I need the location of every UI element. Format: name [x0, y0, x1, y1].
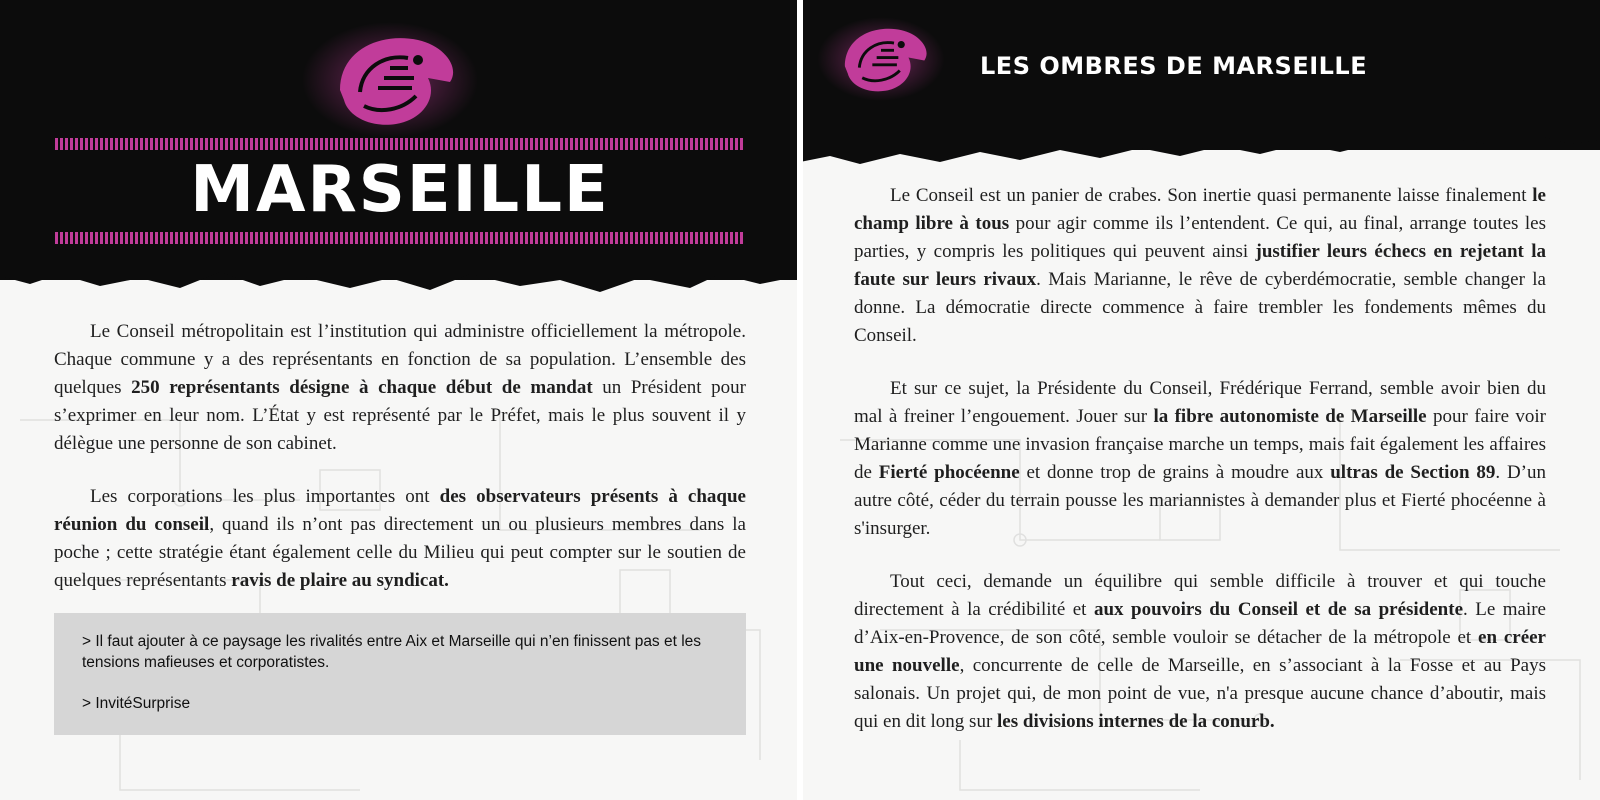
- decorative-stripe-top: [55, 138, 745, 150]
- note-signature: > InvitéSurprise: [82, 695, 191, 712]
- brush-edge: [0, 262, 800, 302]
- bold-text: ultras de Section 89: [1330, 462, 1496, 483]
- paragraph: [54, 483, 746, 595]
- decorative-stripe-bottom: [55, 232, 745, 244]
- text-run: Le Conseil est un panier de crabes. Son inertie quasi permanente laisse finalement: [890, 185, 1533, 206]
- bird-emblem-icon: [816, 14, 946, 104]
- text-run: Tout ceci, demande un équilibre qui semble difficile à trouver et qui touche directement à la crédibilité et: [854, 571, 1546, 620]
- body-text: [54, 318, 746, 620]
- paragraph: [854, 182, 1546, 350]
- bold-text: Fierté phocéenne: [878, 462, 1020, 483]
- text-run: . D’un autre côté, céder du terrain pousse les mariannistes à demander plus et Fierté phocéenne à s'insurger.: [854, 462, 1546, 539]
- running-title: LES OMBRES DE MARSEILLE: [980, 52, 1368, 80]
- paragraph: [54, 318, 746, 458]
- paragraph: [854, 375, 1546, 543]
- text-run: Et sur ce sujet, la Présidente du Conseil, Frédérique Ferrand, semble avoir bien du mal à freiner l’engouement. Jouer sur: [854, 378, 1546, 427]
- text-run: . Le maire d’Aix-en-Provence, de son côté, semble vouloir se détacher de la métropole et: [854, 599, 1546, 648]
- page-header: [800, 0, 1600, 150]
- bold-text: des observateurs présents à chaque réunion du conseil: [54, 486, 746, 535]
- brush-edge: [800, 132, 1600, 172]
- bold-text: ravis de plaire au syndicat.: [231, 570, 449, 591]
- bold-text: 250 représentants désigne à chaque début de mandat: [131, 377, 593, 398]
- text-run: un Président pour s’exprimer en leur nom. L’État y est représenté par le Préfet, mais le plus souvent il y délègue une personne de son cabinet.: [54, 377, 746, 454]
- page-header: [0, 0, 800, 280]
- text-run: et donne trop de grains à moudre aux: [1019, 462, 1331, 483]
- text-run: Le Conseil métropolitain est l’institution qui administre officiellement la métropole. Chaque commune y a des représentants en fonction de sa population. L’ensemble des quelques: [54, 321, 746, 398]
- bird-emblem-icon: [300, 20, 480, 140]
- paragraph: [854, 568, 1546, 736]
- aside-note-box: [54, 613, 746, 735]
- body-text: [854, 182, 1546, 761]
- text-run: , quand ils n’ont pas directement un ou plusieurs membres dans la poche ; cette stratégie étant également celle du Milieu qui peut compter sur le soutien de quelques représentants: [54, 514, 746, 591]
- page-gutter: [797, 0, 803, 800]
- bold-text: les divisions internes de la conurb.: [997, 711, 1275, 732]
- text-run: , concurrente de celle de Marseille, en s’associant à la Fosse et au Pays salonais. Un projet qui, de mon point de vue, n'a presque aucune chance d’aboutir, mais qui en dit long sur: [854, 655, 1547, 732]
- bold-text: aux pouvoirs du Conseil et de sa présidente: [1093, 599, 1463, 620]
- note-comment: > Il faut ajouter à ce paysage les rivalités entre Aix et Marseille qui n’en finissent pas et les tensions mafieuses et corporatistes.: [82, 633, 702, 671]
- bold-text: en créer une nouvelle: [854, 627, 1546, 676]
- chapter-title: MARSEILLE: [190, 153, 610, 227]
- bold-text: la fibre autonomiste de Marseille: [1153, 406, 1427, 427]
- text-run: pour agir comme ils l’entendent. Ce qui, au final, arrange toutes les parties, y compris les politiques qui peuvent ainsi: [854, 213, 1546, 262]
- text-run: Les corporations les plus importantes ont: [90, 486, 440, 507]
- text-run: . Mais Marianne, le rêve de cyberdémocratie, semble changer la donne. La démocratie directe commence à faire trembler les fondements mêmes du Conseil.: [854, 269, 1546, 346]
- text-run: pour faire voir Marianne comme une invasion française marche un temps, mais fait également les affaires de: [854, 406, 1547, 483]
- bold-text: le champ libre à tous: [854, 185, 1546, 234]
- right-page: [800, 0, 1600, 800]
- bold-text: justifier leurs échecs en rejetant la faute sur leurs rivaux: [854, 241, 1546, 290]
